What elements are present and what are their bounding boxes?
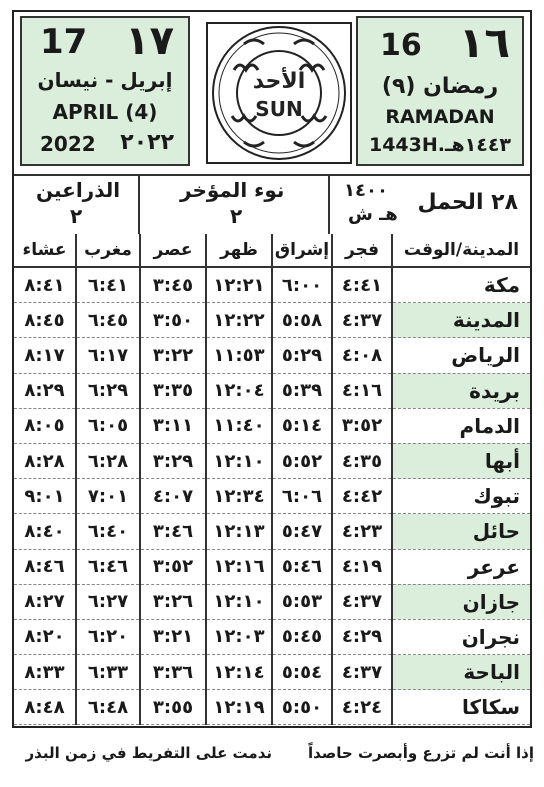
fajr-time-cell: ٤:٢٩ (332, 619, 392, 654)
isha-time-cell: ٨:٢٧ (14, 584, 76, 619)
asr-time-cell: ٣:٥٢ (140, 549, 206, 584)
asr-time-cell: ٣:٥٠ (140, 303, 206, 338)
header-asr: عصر (140, 234, 206, 267)
ishraq-time-cell: ٥:٤٥ (272, 619, 332, 654)
dhuhr-time-cell: ١٢:١٩ (206, 690, 272, 725)
city-name-cell: سكاكا (392, 690, 530, 725)
table-row (14, 479, 530, 514)
ishraq-time-cell: ٥:٥٢ (272, 443, 332, 478)
isha-time-cell: ٨:٤١ (14, 267, 76, 303)
asr-time-cell: ٣:٣٦ (140, 655, 206, 690)
prayer-times-table (14, 234, 530, 725)
dhuhr-time-cell: ١٢:٢٢ (206, 303, 272, 338)
isha-time-cell: ٨:٤٦ (14, 549, 76, 584)
city-name-cell: تبوك (392, 479, 530, 514)
fajr-time-cell: ٣:٥٢ (332, 408, 392, 443)
fajr-time-cell: ٤:٣٧ (332, 303, 392, 338)
maghrib-time-cell: ٦:٢٩ (76, 373, 140, 408)
dhuhr-time-cell: ١٢:٢١ (206, 267, 272, 303)
date-header (14, 12, 530, 172)
isha-time-cell: ٨:٠٥ (14, 408, 76, 443)
table-row (14, 655, 530, 690)
asr-time-cell: ٣:٣٥ (140, 373, 206, 408)
maghrib-time-cell: ٦:٣٣ (76, 655, 140, 690)
ishraq-time-cell: ٦:٠٠ (272, 267, 332, 303)
fajr-time-cell: ٤:٣٧ (332, 655, 392, 690)
city-name-cell: الرياض (392, 338, 530, 373)
fajr-time-cell: ٤:٢٣ (332, 514, 392, 549)
fajr-time-cell: ٤:١٩ (332, 549, 392, 584)
isha-time-cell: ٨:٢٠ (14, 619, 76, 654)
table-row (14, 619, 530, 654)
fajr-time-cell: ٤:١٦ (332, 373, 392, 408)
gregorian-day-latin: 17 (40, 22, 88, 62)
hijri-date-box (356, 16, 524, 166)
maghrib-time-cell: ٦:٤٨ (76, 690, 140, 725)
fajr-time-cell: ٤:٤١ (332, 267, 392, 303)
proverb-footer (10, 740, 534, 770)
isha-time-cell: ٨:٤٥ (14, 303, 76, 338)
dhuhr-time-cell: ١٢:١٤ (206, 655, 272, 690)
isha-time-cell: ٨:٣٣ (14, 655, 76, 690)
calendar-page (12, 10, 532, 728)
city-name-cell: المدينة (392, 303, 530, 338)
gregorian-month-arabic: إبريل - نيسان (37, 68, 173, 92)
maghrib-time-cell: ٦:٢٠ (76, 619, 140, 654)
city-name-cell: نجران (392, 619, 530, 654)
dhuhr-time-cell: ١١:٤٠ (206, 408, 272, 443)
table-header-row (14, 234, 530, 267)
city-name-cell: الباحة (392, 655, 530, 690)
hijri-month-latin: RAMADAN (385, 106, 495, 128)
dhuhr-time-cell: ١٢:١٦ (206, 549, 272, 584)
city-name-cell: مكة (392, 267, 530, 303)
proverb-second-half: ندمت على التفريط في زمن البذر (25, 744, 272, 762)
asr-time-cell: ٣:٥٥ (140, 690, 206, 725)
gregorian-day-arabic: ١٧ (125, 18, 174, 64)
proverb-first-half: إذا أنت لم تزرع وأبصرت حاصداً (307, 744, 534, 762)
dhuhr-time-cell: ١٢:٠٣ (206, 619, 272, 654)
maghrib-time-cell: ٦:٠٥ (76, 408, 140, 443)
maghrib-time-cell: ٦:٤٦ (76, 549, 140, 584)
hijri-day-arabic: ١٦ (458, 18, 510, 67)
season-cell (14, 176, 140, 234)
ishraq-time-cell: ٥:٥٣ (272, 584, 332, 619)
city-name-cell: بريدة (392, 373, 530, 408)
asr-time-cell: ٣:٢٩ (140, 443, 206, 478)
table-row (14, 267, 530, 303)
maghrib-time-cell: ٦:٤٥ (76, 303, 140, 338)
ishraq-time-cell: ٥:٣٩ (272, 373, 332, 408)
asr-time-cell: ٣:٢١ (140, 619, 206, 654)
gregorian-month-latin: APRIL (4) (52, 100, 158, 124)
fajr-time-cell: ٤:٣٧ (332, 584, 392, 619)
ishraq-time-cell: ٥:٤٦ (272, 549, 332, 584)
table-row (14, 584, 530, 619)
season-value: ٢ (70, 204, 83, 228)
header-maghrib: مغرب (76, 234, 140, 267)
asr-time-cell: ٣:١١ (140, 408, 206, 443)
table-row (14, 338, 530, 373)
hijri-day-latin: 16 (380, 28, 422, 63)
header-city-time: المدينة/الوقت (392, 234, 530, 267)
ishraq-time-cell: ٥:٤٧ (272, 514, 332, 549)
hijri-month-arabic: رمضان (٩) (381, 74, 499, 99)
header-isha: عشاء (14, 234, 76, 267)
isha-time-cell: ٨:٤٨ (14, 690, 76, 725)
star-name: نوء المؤخر (180, 178, 285, 202)
dhuhr-time-cell: ١٢:١٠ (206, 584, 272, 619)
isha-time-cell: ٨:٤٠ (14, 514, 76, 549)
star-cell (140, 176, 330, 234)
asr-time-cell: ٤:٠٧ (140, 479, 206, 514)
table-row (14, 303, 530, 338)
table-row (14, 690, 530, 725)
fajr-time-cell: ٤:٠٨ (332, 338, 392, 373)
solar-year: ١٤٠٠ (344, 180, 388, 201)
dhuhr-time-cell: ١٢:٠٤ (206, 373, 272, 408)
table-row (14, 549, 530, 584)
dhuhr-time-cell: ١٢:١٠ (206, 443, 272, 478)
zodiac-label: ٢٨ الحمل (417, 190, 518, 215)
city-name-cell: الدمام (392, 408, 530, 443)
asr-time-cell: ٣:٢٦ (140, 584, 206, 619)
dhuhr-time-cell: ١٢:١٣ (206, 514, 272, 549)
maghrib-time-cell: ٦:٤١ (76, 267, 140, 303)
ishraq-time-cell: ٥:٥٤ (272, 655, 332, 690)
header-fajr: فجر (332, 234, 392, 267)
season-name: الذراعين (36, 178, 121, 202)
isha-time-cell: ٨:٢٨ (14, 443, 76, 478)
hijri-year: 1443H.١٤٤٣هـ (368, 134, 512, 156)
isha-time-cell: ٨:٢٩ (14, 373, 76, 408)
zodiac-cell (330, 176, 530, 234)
star-value: ٢ (230, 204, 243, 228)
maghrib-time-cell: ٦:٢٧ (76, 584, 140, 619)
solar-unit: هـ ش (348, 204, 398, 225)
ishraq-time-cell: ٥:٢٩ (272, 338, 332, 373)
maghrib-time-cell: ٧:٠١ (76, 479, 140, 514)
asr-time-cell: ٣:٤٥ (140, 267, 206, 303)
ishraq-time-cell: ٥:٥٠ (272, 690, 332, 725)
seal-english-text: SUN (255, 97, 303, 121)
seal-icon (204, 20, 354, 166)
table-row (14, 408, 530, 443)
ishraq-time-cell: ٦:٠٦ (272, 479, 332, 514)
sun-logo-seal (204, 20, 354, 166)
city-name-cell: جازان (392, 584, 530, 619)
city-name-cell: عرعر (392, 549, 530, 584)
maghrib-time-cell: ٦:٤٠ (76, 514, 140, 549)
dhuhr-time-cell: ١١:٥٣ (206, 338, 272, 373)
maghrib-time-cell: ٦:٢٨ (76, 443, 140, 478)
header-dhuhr: ظهر (206, 234, 272, 267)
fajr-time-cell: ٤:٢٤ (332, 690, 392, 725)
fajr-time-cell: ٤:٤٢ (332, 479, 392, 514)
gregorian-date-box (20, 16, 190, 166)
table-row (14, 514, 530, 549)
asr-time-cell: ٣:٢٢ (140, 338, 206, 373)
isha-time-cell: ٨:١٧ (14, 338, 76, 373)
gregorian-year-latin: 2022 (40, 132, 96, 156)
season-info-row (14, 174, 530, 236)
isha-time-cell: ٩:٠١ (14, 479, 76, 514)
maghrib-time-cell: ٦:١٧ (76, 338, 140, 373)
dhuhr-time-cell: ١٢:٣٤ (206, 479, 272, 514)
header-ishraq: إشراق (272, 234, 332, 267)
city-name-cell: أبها (392, 443, 530, 478)
table-row (14, 443, 530, 478)
asr-time-cell: ٣:٤٦ (140, 514, 206, 549)
city-name-cell: حائل (392, 514, 530, 549)
table-row (14, 373, 530, 408)
ishraq-time-cell: ٥:٥٨ (272, 303, 332, 338)
fajr-time-cell: ٤:٣٥ (332, 443, 392, 478)
seal-arabic-text: الأحد (252, 69, 306, 94)
gregorian-year-arabic: ٢٠٢٢ (120, 130, 174, 155)
ishraq-time-cell: ٥:١٤ (272, 408, 332, 443)
